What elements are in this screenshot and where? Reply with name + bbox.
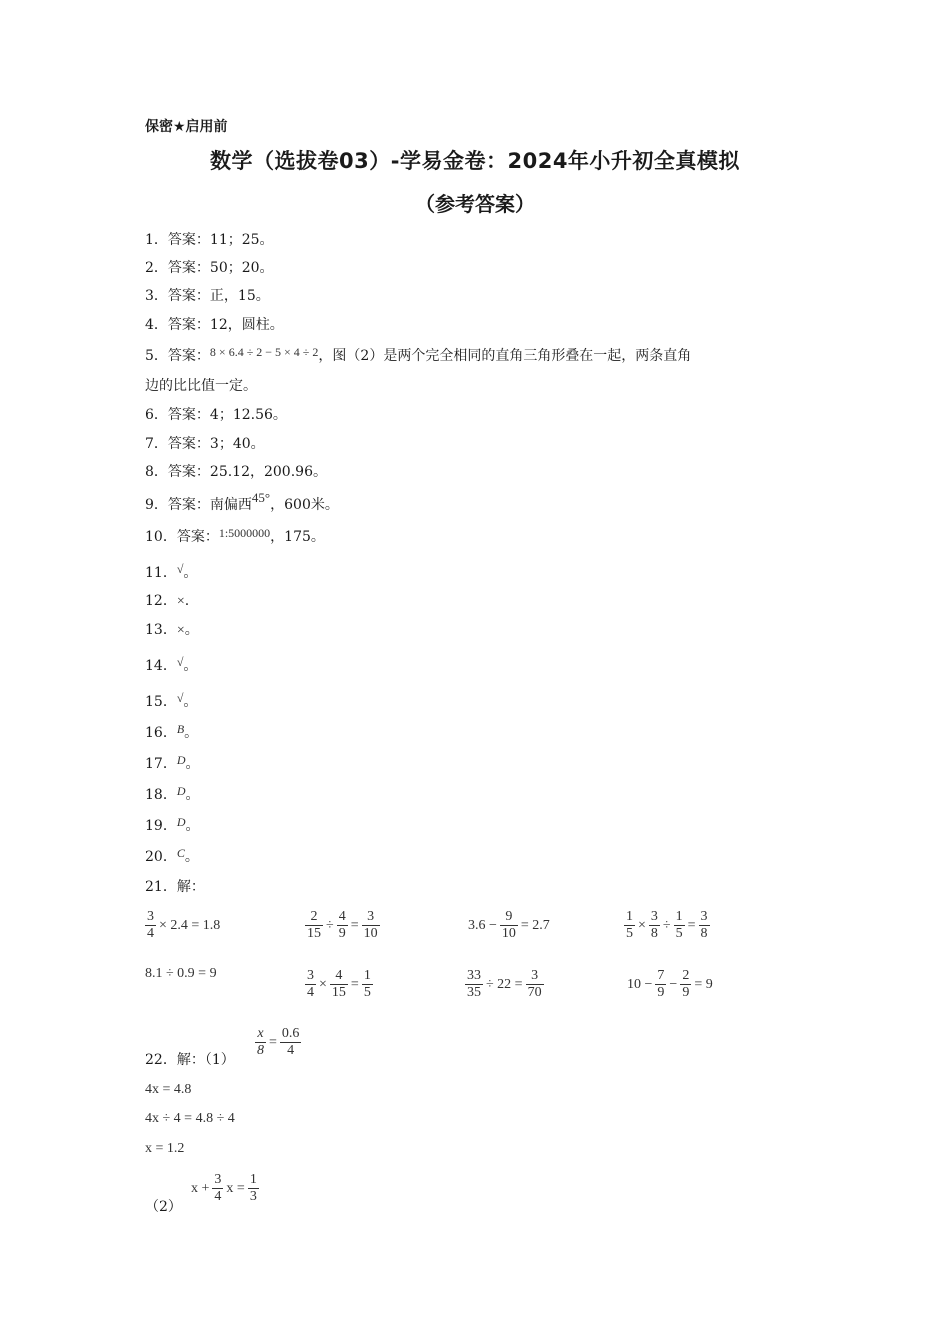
answer-17-number: 17．: [145, 756, 177, 772]
fraction: [145, 909, 156, 942]
numerator: 33: [467, 968, 481, 983]
answer-17-end: 。: [185, 756, 200, 772]
numerator: 1: [626, 909, 633, 924]
answer-16: [145, 723, 198, 743]
operator: ×: [319, 976, 327, 992]
numerator: 2: [682, 968, 690, 983]
answer-14-value: √: [176, 655, 184, 669]
q21-equation-5: [145, 966, 217, 982]
operator: =: [350, 976, 359, 992]
answer-10-suffix: ，175。: [270, 529, 325, 545]
q21-equation-2: [305, 909, 380, 942]
answer-5-text: ，图（2）是两个完全相同的直角三角形叠在一起，两条直角: [318, 348, 692, 364]
answer-17-value: D: [176, 753, 186, 767]
fraction: [362, 909, 380, 942]
answer-8: 8．答案：25.12，200.96。: [145, 464, 327, 480]
fraction: [305, 909, 323, 942]
answer-9-suffix: ，600米。: [270, 497, 339, 513]
answer-14: [145, 656, 197, 676]
numerator: 7: [657, 968, 665, 983]
answer-13-end: 。: [184, 622, 199, 638]
q22-equation-2: [188, 1172, 259, 1205]
operator: ÷: [326, 917, 334, 933]
expression-rest: = 9: [694, 976, 713, 992]
denominator: 4: [147, 926, 154, 941]
answer-18-number: 18．: [145, 787, 177, 803]
answer-13-number: 13．: [145, 622, 177, 638]
answer-12: [145, 591, 189, 612]
answer-15: [145, 692, 197, 712]
answer-10: [145, 527, 325, 547]
q22-equation-1: [255, 1026, 301, 1059]
answer-12-number: 12．: [145, 593, 177, 609]
answer-11-end: 。: [183, 565, 198, 581]
answer-14-end: 。: [183, 658, 198, 674]
numerator: x: [255, 1026, 266, 1043]
answer-2: 2．答案：50；20。: [145, 260, 274, 276]
answer-13: [145, 620, 199, 641]
answer-4: 4．答案：12，圆柱。: [145, 317, 284, 333]
numerator: 1: [249, 1172, 257, 1187]
fraction: [212, 1172, 223, 1205]
denominator: 70: [527, 985, 542, 1000]
fraction: [305, 968, 316, 1001]
fraction: [526, 968, 544, 1001]
fraction: [674, 909, 685, 942]
answer-9: [145, 490, 339, 515]
answer-5-expression: 8 × 6.4 ÷ 2 − 5 × 4 ÷ 2: [209, 345, 319, 359]
fraction: [680, 968, 691, 1001]
answer-12-end: .: [184, 593, 190, 609]
answer-16-number: 16．: [145, 725, 177, 741]
denominator: 9: [682, 985, 690, 1000]
operator: =: [350, 917, 359, 933]
answer-19-number: 19．: [145, 818, 177, 834]
fraction: [624, 909, 635, 942]
denominator: 8: [257, 1043, 264, 1058]
numerator: 4: [330, 968, 348, 985]
denominator: 4: [214, 1189, 222, 1204]
answer-1: 1．答案：11；25。: [145, 232, 274, 248]
fraction: [248, 1172, 259, 1205]
denominator: 8: [650, 926, 658, 941]
answer-18-end: 。: [185, 787, 200, 803]
q22-step-1: 4x = 4.8: [145, 1082, 192, 1097]
answer-20-end: 。: [184, 849, 199, 865]
denominator: 9: [338, 926, 346, 941]
answer-20: [145, 847, 199, 867]
numerator: 1: [363, 968, 371, 983]
denominator: 8: [700, 926, 708, 941]
numerator: 3: [700, 909, 708, 924]
expression-rest: × 2.4 = 1.8: [159, 917, 221, 933]
fraction: [649, 909, 660, 942]
numerator: 3: [526, 968, 544, 985]
answer-11-number: 11．: [145, 565, 177, 581]
q21-equation-7: [465, 968, 544, 1001]
fraction: [655, 968, 666, 1001]
expression-prefix: 3.6 −: [468, 917, 497, 933]
expression: 8.1 ÷ 0.9 = 9: [145, 966, 217, 981]
answer-20-number: 20．: [145, 849, 177, 865]
numerator: 9: [500, 909, 518, 926]
answer-3: 3．答案：正，15。: [145, 288, 270, 304]
q21-equation-4: [624, 909, 710, 942]
answer-5-prefix: 5．答案：: [145, 348, 210, 364]
numerator: 3: [147, 909, 154, 924]
fraction: [362, 968, 373, 1001]
numerator: 0.6: [281, 1026, 300, 1041]
denominator: 3: [249, 1189, 257, 1204]
fraction: [280, 1026, 302, 1059]
numerator: 3: [362, 909, 380, 926]
answer-15-number: 15．: [145, 694, 177, 710]
expression-prefix: x +: [191, 1180, 210, 1196]
operator: ÷ 22 =: [486, 976, 523, 992]
expression-prefix: 10 −: [627, 976, 653, 992]
fraction: [465, 968, 483, 1001]
fraction: [330, 968, 348, 1001]
answer-19-value: D: [176, 815, 186, 829]
fraction: [699, 909, 710, 942]
q21-equation-6: [305, 968, 373, 1001]
numerator: 3: [214, 1172, 222, 1187]
denominator: 10: [501, 926, 516, 941]
numerator: 4: [338, 909, 346, 924]
answer-10-prefix: 10．答案：: [145, 529, 219, 545]
denominator: 5: [626, 926, 633, 941]
operator: −: [669, 976, 678, 992]
answer-6: 6．答案：4；12.56。: [145, 407, 287, 423]
confidential-label: 保密★启用前: [145, 119, 228, 135]
fraction: [255, 1026, 266, 1059]
q22-step-2: 4x ÷ 4 = 4.8 ÷ 4: [145, 1111, 235, 1126]
denominator: 15: [307, 926, 321, 941]
numerator: 1: [675, 909, 683, 924]
operator: =: [687, 917, 696, 933]
answer-9-angle: 45°: [251, 490, 271, 505]
answer-18: [145, 785, 200, 805]
answer-9-prefix: 9．答案：南偏西: [145, 497, 252, 513]
answer-15-end: 。: [183, 694, 198, 710]
answer-21-heading: 21．解：: [145, 879, 205, 895]
answer-12-value: ×: [176, 594, 185, 609]
answer-10-ratio: 1:5000000: [218, 526, 271, 540]
denominator: 35: [467, 985, 481, 1000]
operator: =: [269, 1034, 277, 1050]
fraction: [337, 909, 348, 942]
answer-15-value: √: [176, 691, 184, 705]
answer-22-heading: 22．解：（1）: [145, 1052, 235, 1068]
answer-7: 7．答案：3；40。: [145, 436, 265, 452]
expression-rest: = 2.7: [520, 917, 550, 933]
q21-equation-3: [465, 909, 553, 942]
answer-5-continuation: 边的比比值一定。: [145, 378, 257, 394]
operator: ×: [638, 917, 646, 933]
answer-5: [145, 346, 691, 366]
numerator: 3: [307, 968, 314, 983]
answer-17: [145, 754, 200, 774]
denominator: 9: [657, 985, 665, 1000]
numerator: 3: [650, 909, 658, 924]
answer-20-value: C: [176, 846, 185, 860]
page-subtitle: （参考答案）: [415, 192, 535, 216]
q21-equation-1: [145, 909, 223, 942]
answer-19-end: 。: [185, 818, 200, 834]
answer-19: [145, 816, 200, 836]
operator: x =: [226, 1180, 245, 1196]
denominator: 15: [331, 985, 346, 1000]
answer-11: [145, 563, 197, 583]
numerator: 2: [305, 909, 323, 926]
answer-13-value: ×: [176, 623, 185, 638]
answer-14-number: 14．: [145, 658, 177, 674]
q22-step-3: x = 1.2: [145, 1141, 185, 1156]
denominator: 4: [307, 985, 314, 1000]
fraction: [500, 909, 518, 942]
denominator: 10: [363, 926, 378, 941]
answer-18-value: D: [176, 784, 186, 798]
answer-16-value: B: [176, 722, 185, 736]
operator: ÷: [662, 917, 671, 933]
denominator: 5: [675, 926, 683, 941]
answer-16-end: 。: [184, 725, 199, 741]
page-title: 数学（选拔卷03）-学易金卷：2024年小升初全真模拟: [210, 149, 740, 173]
denominator: 5: [363, 985, 371, 1000]
q21-equation-8: [624, 968, 716, 1001]
answer-22-part-2: （2）: [145, 1199, 182, 1215]
denominator: 4: [287, 1043, 295, 1058]
answer-11-value: √: [176, 562, 184, 576]
